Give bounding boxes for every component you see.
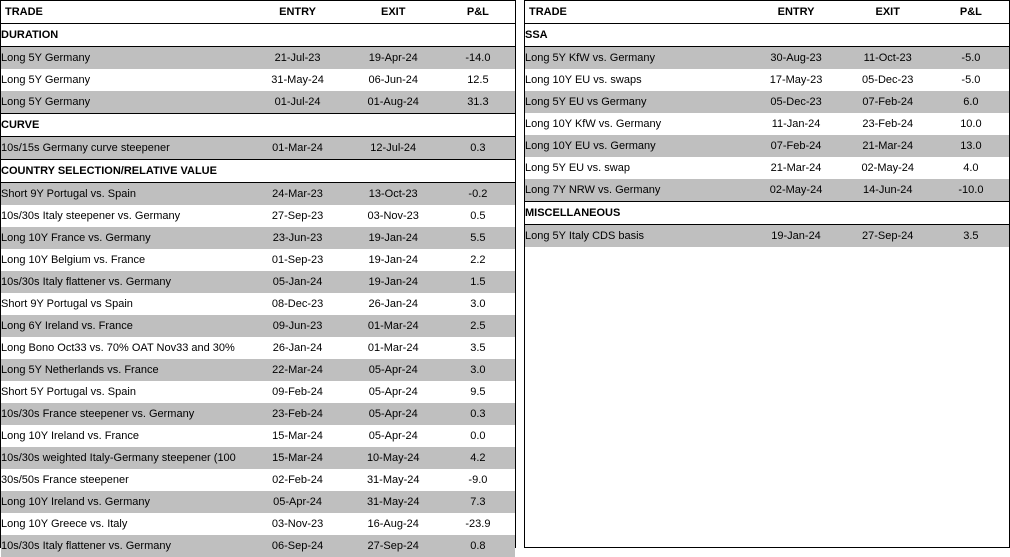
table-header-row: [525, 1, 1009, 24]
cell-entry: 01-Sep-23: [249, 249, 345, 271]
right-table-body: [525, 1, 1009, 247]
table-row: [525, 47, 1009, 70]
cell-entry: 07-Feb-24: [749, 135, 842, 157]
table-row: [1, 425, 515, 447]
cell-trade: Long 6Y Ireland vs. France: [1, 315, 249, 337]
table-row: [525, 157, 1009, 179]
cell-exit: 19-Apr-24: [346, 47, 441, 70]
section-title: COUNTRY SELECTION/RELATIVE VALUE: [1, 160, 515, 183]
cell-entry: 02-May-24: [749, 179, 842, 202]
cell-entry: 21-Jul-23: [249, 47, 345, 70]
cell-pnl: -5.0: [933, 47, 1009, 70]
cell-entry: 05-Apr-24: [249, 491, 345, 513]
cell-exit: 02-May-24: [843, 157, 933, 179]
table-row: [1, 359, 515, 381]
table-row: [525, 69, 1009, 91]
cell-pnl: 12.5: [441, 69, 515, 91]
cell-entry: 09-Jun-23: [249, 315, 345, 337]
cell-exit: 19-Jan-24: [346, 227, 441, 249]
table-row: [1, 315, 515, 337]
cell-trade: Short 9Y Portugal vs. Spain: [1, 183, 249, 206]
cell-pnl: 10.0: [933, 113, 1009, 135]
table-row: [1, 469, 515, 491]
left-table-body: [1, 1, 515, 557]
header-trade: TRADE: [1, 1, 249, 24]
table-row: [1, 535, 515, 557]
cell-pnl: 0.3: [441, 403, 515, 425]
cell-exit: 23-Feb-24: [843, 113, 933, 135]
table-row: [1, 293, 515, 315]
cell-entry: 01-Jul-24: [249, 91, 345, 114]
cell-entry: 19-Jan-24: [749, 225, 842, 248]
table-row: [1, 91, 515, 114]
cell-exit: 13-Oct-23: [346, 183, 441, 206]
cell-pnl: 0.8: [441, 535, 515, 557]
table-row: [1, 513, 515, 535]
table-row: [1, 491, 515, 513]
cell-trade: Long 10Y KfW vs. Germany: [525, 113, 749, 135]
cell-exit: 21-Mar-24: [843, 135, 933, 157]
cell-pnl: 2.2: [441, 249, 515, 271]
cell-entry: 22-Mar-24: [249, 359, 345, 381]
cell-entry: 08-Dec-23: [249, 293, 345, 315]
table-row: [1, 137, 515, 160]
table-row: [1, 271, 515, 293]
cell-trade: 10s/15s Germany curve steepener: [1, 137, 249, 160]
left-trade-table: [1, 1, 515, 557]
table-row: [525, 135, 1009, 157]
cell-exit: 19-Jan-24: [346, 271, 441, 293]
cell-trade: Long 10Y EU vs. Germany: [525, 135, 749, 157]
cell-entry: 09-Feb-24: [249, 381, 345, 403]
cell-trade: Long 5Y Germany: [1, 47, 249, 70]
cell-exit: 05-Apr-24: [346, 381, 441, 403]
cell-trade: Short 5Y Portugal vs. Spain: [1, 381, 249, 403]
cell-exit: 03-Nov-23: [346, 205, 441, 227]
cell-trade: 10s/30s Italy flattener vs. Germany: [1, 271, 249, 293]
cell-pnl: -0.2: [441, 183, 515, 206]
cell-pnl: 4.0: [933, 157, 1009, 179]
cell-entry: 15-Mar-24: [249, 425, 345, 447]
table-row: [1, 205, 515, 227]
cell-pnl: -9.0: [441, 469, 515, 491]
cell-trade: 10s/30s France steepener vs. Germany: [1, 403, 249, 425]
cell-exit: 05-Dec-23: [843, 69, 933, 91]
cell-entry: 26-Jan-24: [249, 337, 345, 359]
right-trade-table: [525, 1, 1009, 247]
table-row: [1, 381, 515, 403]
cell-entry: 06-Sep-24: [249, 535, 345, 557]
cell-pnl: -14.0: [441, 47, 515, 70]
cell-trade: Long 7Y NRW vs. Germany: [525, 179, 749, 202]
header-trade: TRADE: [525, 1, 749, 24]
cell-trade: Long 5Y Germany: [1, 91, 249, 114]
cell-pnl: 5.5: [441, 227, 515, 249]
cell-entry: 27-Sep-23: [249, 205, 345, 227]
cell-trade: Long 5Y Germany: [1, 69, 249, 91]
cell-entry: 15-Mar-24: [249, 447, 345, 469]
table-row: [1, 249, 515, 271]
table-row: [1, 337, 515, 359]
section-header-row: [1, 24, 515, 47]
cell-exit: 27-Sep-24: [346, 535, 441, 557]
right-trade-table-panel: [524, 0, 1010, 548]
section-header-row: [1, 114, 515, 137]
table-header-row: [1, 1, 515, 24]
cell-exit: 07-Feb-24: [843, 91, 933, 113]
table-row: [525, 91, 1009, 113]
cell-entry: 05-Dec-23: [749, 91, 842, 113]
cell-exit: 05-Apr-24: [346, 359, 441, 381]
section-title: DURATION: [1, 24, 515, 47]
header-entry: ENTRY: [749, 1, 842, 24]
header-exit: EXIT: [346, 1, 441, 24]
cell-pnl: 3.5: [441, 337, 515, 359]
cell-trade: Long 5Y Italy CDS basis: [525, 225, 749, 248]
cell-trade: Long 10Y EU vs. swaps: [525, 69, 749, 91]
cell-pnl: 0.3: [441, 137, 515, 160]
cell-exit: 11-Oct-23: [843, 47, 933, 70]
cell-pnl: 0.5: [441, 205, 515, 227]
table-row: [525, 179, 1009, 202]
cell-trade: Long 5Y EU vs Germany: [525, 91, 749, 113]
cell-pnl: 6.0: [933, 91, 1009, 113]
cell-entry: 23-Jun-23: [249, 227, 345, 249]
cell-pnl: 13.0: [933, 135, 1009, 157]
cell-exit: 01-Mar-24: [346, 315, 441, 337]
cell-entry: 02-Feb-24: [249, 469, 345, 491]
cell-pnl: 31.3: [441, 91, 515, 114]
cell-exit: 19-Jan-24: [346, 249, 441, 271]
cell-pnl: 1.5: [441, 271, 515, 293]
cell-trade: Long 10Y Greece vs. Italy: [1, 513, 249, 535]
cell-entry: 03-Nov-23: [249, 513, 345, 535]
section-header-row: [525, 24, 1009, 47]
cell-exit: 01-Aug-24: [346, 91, 441, 114]
table-row: [1, 47, 515, 70]
cell-trade: 10s/30s Italy steepener vs. Germany: [1, 205, 249, 227]
header-pnl: P&L: [933, 1, 1009, 24]
cell-entry: 17-May-23: [749, 69, 842, 91]
cell-exit: 14-Jun-24: [843, 179, 933, 202]
cell-exit: 05-Apr-24: [346, 425, 441, 447]
cell-pnl: -10.0: [933, 179, 1009, 202]
cell-exit: 10-May-24: [346, 447, 441, 469]
cell-exit: 06-Jun-24: [346, 69, 441, 91]
cell-trade: Long 5Y KfW vs. Germany: [525, 47, 749, 70]
cell-trade: 10s/30s Italy flattener vs. Germany: [1, 535, 249, 557]
cell-entry: 31-May-24: [249, 69, 345, 91]
section-title: SSA: [525, 24, 1009, 47]
cell-trade: Long 5Y Netherlands vs. France: [1, 359, 249, 381]
cell-entry: 21-Mar-24: [749, 157, 842, 179]
cell-pnl: 3.5: [933, 225, 1009, 248]
cell-pnl: 0.0: [441, 425, 515, 447]
cell-pnl: 3.0: [441, 359, 515, 381]
header-exit: EXIT: [843, 1, 933, 24]
cell-trade: Long 5Y EU vs. swap: [525, 157, 749, 179]
cell-pnl: 9.5: [441, 381, 515, 403]
cell-trade: Long 10Y Belgium vs. France: [1, 249, 249, 271]
cell-entry: 30-Aug-23: [749, 47, 842, 70]
cell-pnl: 3.0: [441, 293, 515, 315]
section-title: CURVE: [1, 114, 515, 137]
cell-entry: 24-Mar-23: [249, 183, 345, 206]
cell-pnl: -23.9: [441, 513, 515, 535]
table-row: [1, 183, 515, 206]
table-row: [1, 447, 515, 469]
table-row: [1, 227, 515, 249]
table-row: [525, 225, 1009, 248]
header-entry: ENTRY: [249, 1, 345, 24]
table-row: [1, 69, 515, 91]
cell-pnl: 2.5: [441, 315, 515, 337]
cell-exit: 01-Mar-24: [346, 337, 441, 359]
cell-pnl: -5.0: [933, 69, 1009, 91]
cell-exit: 27-Sep-24: [843, 225, 933, 248]
cell-pnl: 4.2: [441, 447, 515, 469]
cell-entry: 11-Jan-24: [749, 113, 842, 135]
cell-trade: Long 10Y Ireland vs. Germany: [1, 491, 249, 513]
cell-entry: 23-Feb-24: [249, 403, 345, 425]
header-pnl: P&L: [441, 1, 515, 24]
cell-trade: 30s/50s France steepener: [1, 469, 249, 491]
cell-pnl: 7.3: [441, 491, 515, 513]
table-row: [525, 113, 1009, 135]
cell-trade: Long Bono Oct33 vs. 70% OAT Nov33 and 30%: [1, 337, 249, 359]
section-title: MISCELLANEOUS: [525, 202, 1009, 225]
cell-exit: 05-Apr-24: [346, 403, 441, 425]
section-header-row: [525, 202, 1009, 225]
cell-trade: Long 10Y France vs. Germany: [1, 227, 249, 249]
cell-trade: Short 9Y Portugal vs Spain: [1, 293, 249, 315]
cell-exit: 31-May-24: [346, 491, 441, 513]
section-header-row: [1, 160, 515, 183]
cell-trade: 10s/30s weighted Italy-Germany steepener (100: [1, 447, 249, 469]
cell-entry: 01-Mar-24: [249, 137, 345, 160]
cell-exit: 12-Jul-24: [346, 137, 441, 160]
cell-trade: Long 10Y Ireland vs. France: [1, 425, 249, 447]
cell-exit: 31-May-24: [346, 469, 441, 491]
cell-entry: 05-Jan-24: [249, 271, 345, 293]
table-row: [1, 403, 515, 425]
cell-exit: 16-Aug-24: [346, 513, 441, 535]
cell-exit: 26-Jan-24: [346, 293, 441, 315]
